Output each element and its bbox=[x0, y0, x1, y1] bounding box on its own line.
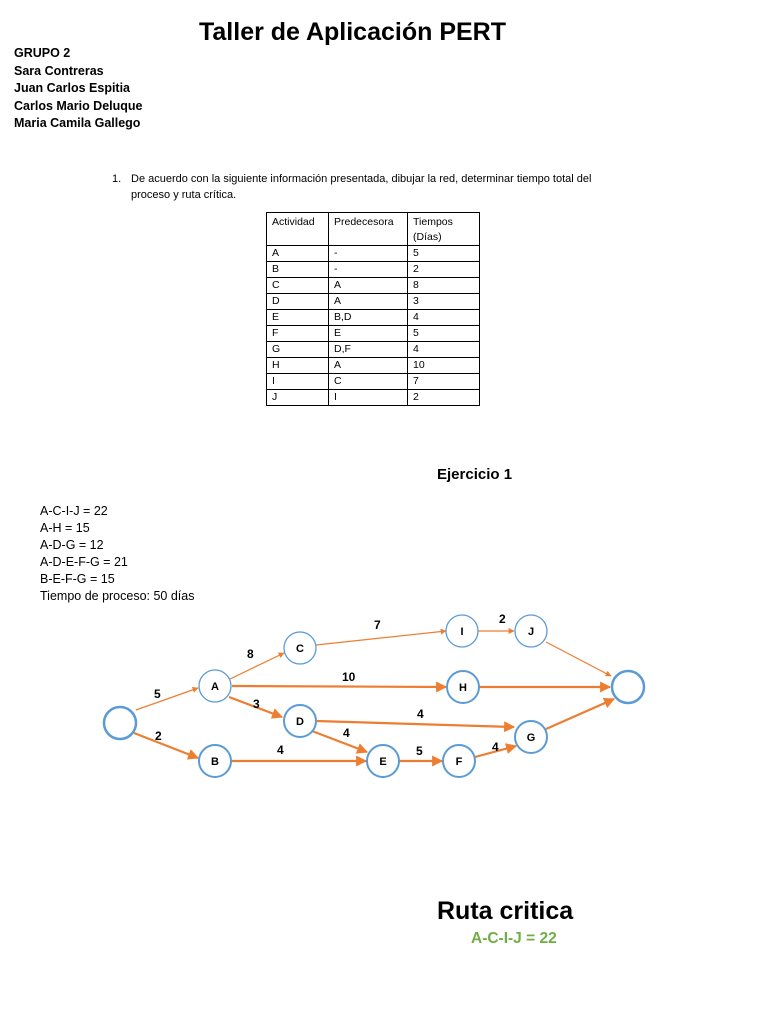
table-row bbox=[267, 326, 480, 342]
group-member: Carlos Mario Deluque bbox=[14, 98, 143, 113]
edge-label-start-b: 2 bbox=[155, 729, 162, 743]
exercise-title: Ejercicio 1 bbox=[437, 466, 513, 483]
node-label-g: G bbox=[526, 732, 536, 744]
table-cell: I bbox=[267, 374, 329, 390]
path-item: B-E-F-G = 15 bbox=[40, 572, 115, 586]
node-end bbox=[612, 671, 644, 703]
critical-path-value: A-C-I-J = 22 bbox=[471, 930, 557, 947]
edge-label-d-g: 4 bbox=[417, 707, 424, 721]
column-header-time: Tiempos (Días) bbox=[408, 213, 480, 246]
column-header-activity: Actividad bbox=[267, 213, 329, 246]
table-cell: 2 bbox=[408, 390, 480, 406]
path-item: A-D-E-F-G = 21 bbox=[40, 555, 128, 569]
edge-label-e-f: 5 bbox=[416, 744, 423, 758]
edge-d-e bbox=[312, 731, 367, 752]
edge-label-d-e: 4 bbox=[343, 726, 350, 740]
edge-label-a-h: 10 bbox=[342, 670, 356, 684]
table-row bbox=[267, 342, 480, 358]
critical-path-title: Ruta critica bbox=[437, 897, 574, 925]
node-label-i: I bbox=[460, 626, 464, 638]
table-row bbox=[267, 374, 480, 390]
edge-j-end bbox=[546, 642, 611, 676]
table-cell: J bbox=[267, 390, 329, 406]
table-cell: A bbox=[329, 294, 408, 310]
table-cell: C bbox=[329, 374, 408, 390]
node-label-f: F bbox=[455, 756, 463, 768]
path-item: A-H = 15 bbox=[40, 521, 90, 535]
question-text: De acuerdo con la siguiente información presentada, dibujar la red, determinar tiempo total del proceso y ruta crítica. bbox=[131, 173, 592, 201]
table-cell: A bbox=[329, 278, 408, 294]
edge-g-end bbox=[546, 699, 614, 729]
node-start bbox=[104, 707, 136, 739]
edge-label-b-e: 4 bbox=[277, 743, 284, 757]
table-cell: B bbox=[267, 262, 329, 278]
table-cell: H bbox=[267, 358, 329, 374]
table-row bbox=[267, 262, 480, 278]
node-label-b: B bbox=[211, 756, 219, 768]
table-row bbox=[267, 246, 480, 262]
table-cell: 5 bbox=[408, 326, 480, 342]
edge-a-h bbox=[232, 686, 446, 687]
node-label-j: J bbox=[527, 626, 535, 638]
table-cell: I bbox=[329, 390, 408, 406]
path-item: A-D-G = 12 bbox=[40, 538, 104, 552]
table-cell: 5 bbox=[408, 246, 480, 262]
table-cell: G bbox=[267, 342, 329, 358]
table-row bbox=[267, 390, 480, 406]
edge-a-c bbox=[230, 653, 284, 679]
table-cell: 4 bbox=[408, 310, 480, 326]
edge-start-b bbox=[134, 733, 198, 758]
node-label-d: D bbox=[296, 716, 304, 728]
path-item: A-C-I-J = 22 bbox=[40, 504, 108, 518]
table-cell: D bbox=[267, 294, 329, 310]
table-cell: 8 bbox=[408, 278, 480, 294]
table-row bbox=[267, 278, 480, 294]
edge-label-start-a: 5 bbox=[154, 687, 161, 701]
table-header-row bbox=[267, 213, 480, 246]
table-cell: A bbox=[329, 358, 408, 374]
edge-label-c-i: 7 bbox=[374, 618, 381, 632]
group-member: Sara Contreras bbox=[14, 63, 104, 78]
table-cell: B,D bbox=[329, 310, 408, 326]
table-cell: D,F bbox=[329, 342, 408, 358]
table-cell: 2 bbox=[408, 262, 480, 278]
group-member: Juan Carlos Espitia bbox=[14, 81, 131, 95]
group-name: GRUPO 2 bbox=[14, 46, 71, 60]
table-cell: C bbox=[267, 278, 329, 294]
edge-label-i-j: 2 bbox=[499, 612, 506, 626]
table-cell: 3 bbox=[408, 294, 480, 310]
table-row bbox=[267, 358, 480, 374]
edge-start-a bbox=[136, 688, 198, 710]
table-cell: - bbox=[329, 246, 408, 262]
node-label-h: H bbox=[459, 682, 467, 694]
table-cell: A bbox=[267, 246, 329, 262]
column-header-predecessor: Predecesora bbox=[329, 213, 408, 246]
table-row bbox=[267, 310, 480, 326]
table-row bbox=[267, 294, 480, 310]
pert-network-diagram bbox=[0, 600, 768, 800]
process-time: Tiempo de proceso: 50 días bbox=[40, 589, 195, 603]
edge-label-a-d: 3 bbox=[253, 697, 260, 711]
path-list bbox=[40, 503, 195, 605]
question-number: 1. bbox=[112, 173, 122, 185]
table-cell: 7 bbox=[408, 374, 480, 390]
table-cell: 10 bbox=[408, 358, 480, 374]
table-cell: - bbox=[329, 262, 408, 278]
group-info bbox=[14, 45, 143, 133]
table-cell: E bbox=[329, 326, 408, 342]
group-member: Maria Camila Gallego bbox=[14, 116, 141, 130]
edge-c-i bbox=[316, 631, 446, 645]
edge-label-f-g: 4 bbox=[492, 740, 499, 754]
edge-label-a-c: 8 bbox=[247, 647, 254, 661]
node-label-e: E bbox=[379, 756, 387, 768]
table-cell: F bbox=[267, 326, 329, 342]
page-title: Taller de Aplicación PERT bbox=[198, 18, 507, 46]
activities-table bbox=[266, 212, 480, 406]
table-cell: E bbox=[267, 310, 329, 326]
table-cell: 4 bbox=[408, 342, 480, 358]
node-label-c: C bbox=[296, 643, 304, 655]
node-label-a: A bbox=[211, 681, 219, 693]
